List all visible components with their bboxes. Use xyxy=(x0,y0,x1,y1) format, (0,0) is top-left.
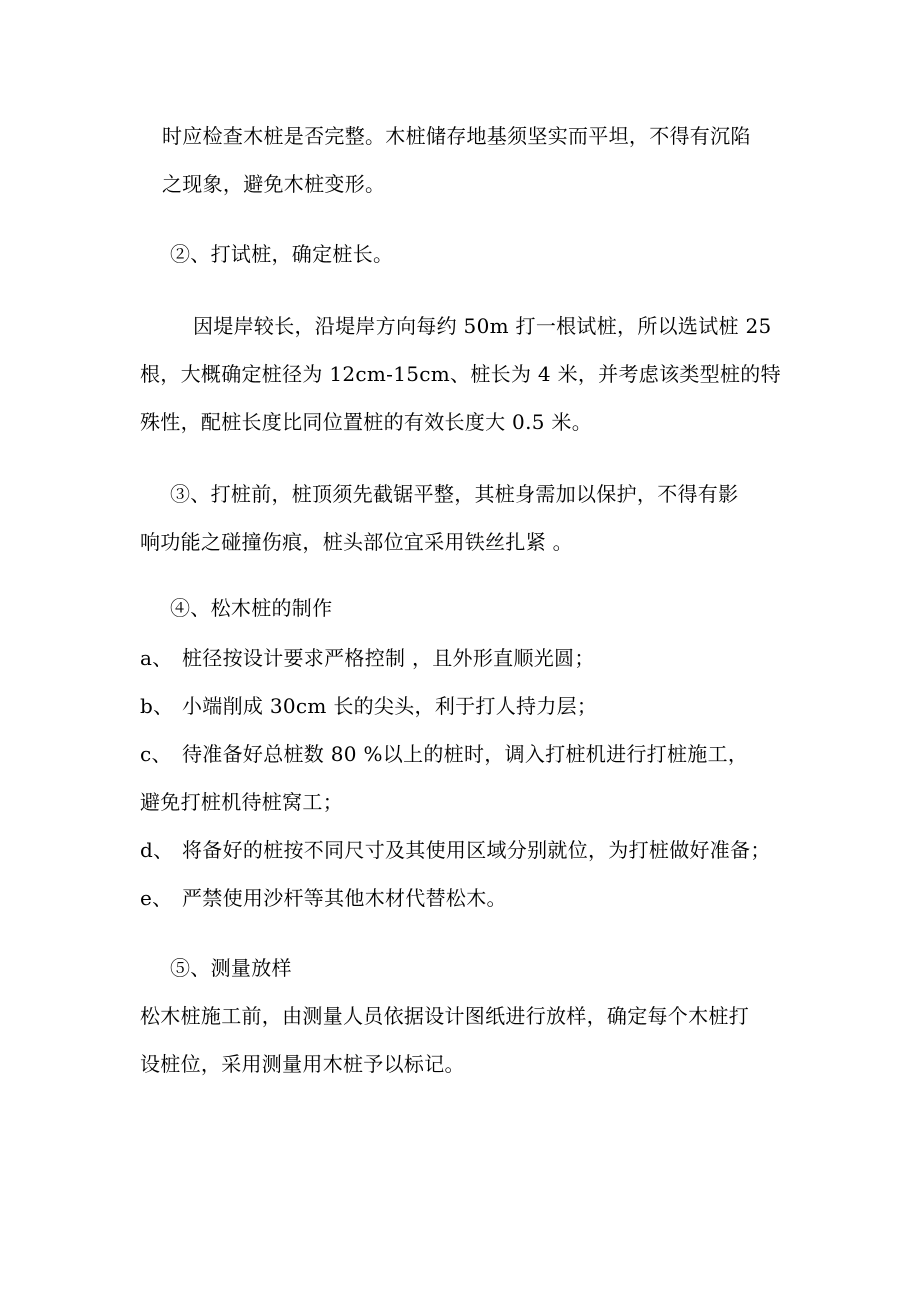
section-4-heading: ④、松木桩的制作 xyxy=(170,596,333,620)
list-item-mark: e、 xyxy=(140,886,173,910)
list-item-a xyxy=(140,646,595,670)
list-item-mark: a、 xyxy=(140,646,173,670)
list-item-c-continuation: 避免打桩机待桩窝工； xyxy=(140,790,343,814)
section-2-line-3: 殊性，配桩长度比同位置桩的有效长度大 0.5 米。 xyxy=(140,410,593,434)
section-2-line-1: 因堤岸较长，沿堤岸方向每约 50m 打一根试桩，所以选试桩 25 xyxy=(193,314,772,338)
section-5-heading: ⑤、测量放样 xyxy=(170,956,292,980)
section-5-line-1: 松木桩施工前，由测量人员依据设计图纸进行放样，确定每个木桩打 xyxy=(140,1004,749,1028)
list-item-mark: b、 xyxy=(140,694,174,718)
section-3-line-1: ③、打桩前，桩顶须先截锯平整，其桩身需加以保护，不得有影 xyxy=(170,482,739,506)
list-item-d xyxy=(140,838,771,862)
section-2-heading: ②、打试桩，确定桩长。 xyxy=(170,242,394,266)
section-3-line-2: 响功能之碰撞伤痕，桩头部位宜采用铁丝扎紧 。 xyxy=(140,530,573,554)
list-item-text: 将备好的桩按不同尺寸及其使用区域分别就位，为打桩做好准备； xyxy=(182,838,771,862)
section-2-line-2: 根，大概确定桩径为 12cm-15cm、桩长为 4 米，并考虑该类型桩的特 xyxy=(140,362,781,386)
intro-line-2: 之现象，避免木桩变形。 xyxy=(162,172,386,196)
list-item-text: 桩径按设计要求严格控制 ，且外形直顺光圆； xyxy=(182,646,595,670)
list-item-text: 小端削成 30cm 长的尖头，利于打人持力层； xyxy=(182,694,598,718)
list-item-b xyxy=(140,694,597,718)
list-item-mark: d、 xyxy=(140,838,174,862)
list-item-text: 严禁使用沙杆等其他木材代替松木。 xyxy=(182,886,507,910)
list-item-e xyxy=(140,886,507,910)
section-5-line-2: 设桩位，采用测量用木桩予以标记。 xyxy=(140,1052,465,1076)
intro-line-1: 时应检查木桩是否完整。木桩储存地基须坚实而平坦，不得有沉陷 xyxy=(162,124,751,148)
list-item-c xyxy=(140,742,748,766)
list-item-mark: c、 xyxy=(140,742,172,766)
list-item-text: 待准备好总桩数 80 %以上的桩时，调入打桩机进行打桩施工， xyxy=(182,742,749,766)
